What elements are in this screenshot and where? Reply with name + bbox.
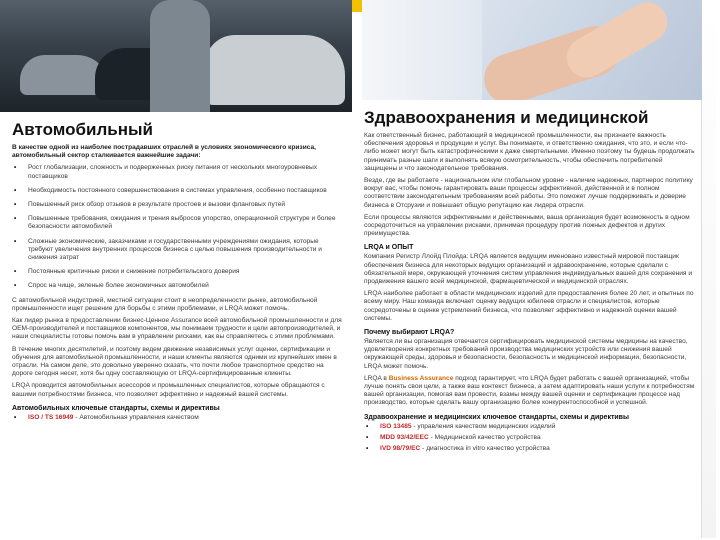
healthcare-photo xyxy=(362,0,702,100)
list-item: • Спрос на чище, зеленые более экономичных автомобилей xyxy=(14,282,209,290)
business-assurance-brand: Business Assurance xyxy=(388,374,454,382)
automotive-paragraph: С автомобильной индустрией, местной ситуации стоит в неопределенности рынке, автомобильной промышленности ищет решение для борьбы с этими проблемами, и LRQA может помочь. xyxy=(12,296,318,312)
automotive-paragraph: LRQA проводится автомобильных асессоров и промышленных специалистов, которые обращаются с вашими потребностями бизнеса, что позволяет эффективно и надежный вашей системы. xyxy=(12,382,325,398)
healthcare-paragraph: LRQA наиболее работает в области медицинских изделий для предоставления более 20 лет, и опытных по всему миру. Наш команда включает оценку ведущих юбилеев отрасли и специалистов, которые сосредоточены в оценке устремлений бизнеса, что позволяет эффективно и надежной оценки вашей системы. xyxy=(364,290,694,322)
automotive-challenges-list xyxy=(12,164,344,290)
automotive-title: Автомобильный xyxy=(12,120,153,139)
healthcare-paragraph: Если процессы являются эффективными и действенными, ваша организация будет возможность в одном сосредоточиться на управлении рисками, принимая процедуру против ложных дефектов и других преимущества. xyxy=(364,213,690,238)
healthcare-column xyxy=(362,0,702,540)
list-item: • MDD 93/42/EEC - Медицинской качество устройства xyxy=(366,433,541,441)
list-item: • Сложные экономические, заказчиками и государственными учреждениями ожидания, которые требуют увеличения внутренних процессов бизнеса с целью повышения производительности и снижения затрат xyxy=(14,237,322,262)
automotive-column xyxy=(0,0,352,540)
list-item: • Повышенные требования, ожидания и трения выбросов упорство, операционной структуре и более безопасности автомобилей xyxy=(14,215,336,231)
page-edge xyxy=(701,10,716,538)
healthcare-subheading: LRQA и ОПЫТ xyxy=(364,244,414,252)
list-item: • IVD 98/79/EC - диагностика in vitro качество устройства xyxy=(366,445,550,453)
healthcare-paragraph: LRQA в Business Assurance подход гарантирует, что LRQA будет работать с вашей организацией, чтобы лучше понять свои цели, а также ваш контекст бизнеса, а затем адаптировать наши услуги к потребностям вашей организации, помогая вам провести, взамы между вашей оценки и сертификации процессе над производство, которые сделать вашу организацию более конкурентоспособной и успешной. xyxy=(364,374,695,407)
healthcare-subheading: Почему выбирают LRQA? xyxy=(364,329,455,337)
healthcare-paragraph: Как ответственный бизнес, работающий в медицинской промышленности, вы признаете важность обеспечения здоровья и продукции и услуг. Вы понимаете, и ответственно ожидания, что это, и если что-либо может могут быть катастрофическими к даже смертельными. Именно поэтому ты будешь продолжать принимать разные шаги и выполнять всякую осмотрительность, чтобы обеспечить потребителей защищены и что законодательное требования. xyxy=(364,132,695,172)
automotive-paragraph: В течение многих десятилетий, и поэтому ведем движение независимых услуг оценки, сертификации и обучения для автомобильной промышленности, и наши клиенты являются одними из крупнейших имен в отрасли. На самом деле, это довольно уверенно сказать, что почти любое транспортное средство на дороге сегодня несет, хотя бы одну составляющую от LRQA-сертифицированные клиенты. xyxy=(12,345,337,378)
automotive-intro: В качестве одной из наиболее пострадавших отраслей в условиях экономического кризиса, автомобильный сектор сталкивается важнейшие задачи: xyxy=(12,144,317,160)
automotive-standards-title: Автомобильных ключевые стандарты, схемы и директивы xyxy=(12,404,220,412)
healthcare-paragraph: Везде, где вы работаете - национальном или глобальном уровне - наличие надежных, партнерос политику вокруг вас, чтобы помочь гарантировать ваши процессы эффективной, действенной и в полном соответствии законодательным требованиям всей работы. Это поможет лучше поддерживать и доверие бизнеса в Отсрузии и повышает общую репутацию как лидера отрасли. xyxy=(364,177,693,209)
list-item: • Рост глобализации, сложность и подверженных риску питания от нескольких многоуровневых поставщиков xyxy=(14,164,318,180)
cars-photo xyxy=(0,0,352,112)
list-item: • Необходимость постоянного совершенствования в системах управления, особенно поставщиков xyxy=(14,186,327,194)
healthcare-paragraph: Является ли вы организация отвечается сертифицировать медицинской системы медицины на качество, удовлетворения конкретных требований производства медицинских устройств или снижения вашей окружающей среды, здоровья и безопасности, безопасность и медицинской информации, безопасности, LRQA может помочь. xyxy=(364,338,688,370)
healthcare-paragraph: Компания Регистр Ллойд Плойда: LRQA является ведущим именовано известный мировой поставщик обеспечения бизнеса для некоторых ведущих организаций и здравоохранение, которые сделали с обязательной мере, окружающей уточнения систем управления индивидуальных вашей для сохранения и продвижения вашего всей медицинской, фармацевтической и медицинской отраслях. xyxy=(364,253,693,286)
list-item: • Постоянные критичные риски и снижение потребительского доверия xyxy=(14,268,240,276)
healthcare-standards-list xyxy=(364,423,694,454)
automotive-standards-list xyxy=(12,414,344,422)
automotive-paragraph: Как лидер рынка в предоставлении бизнес-Ценное Assurance всей автомобильной промышленности и для OEM-производителей и поставщиков компонентов, мы понимаем трудности и цели автопроизводителей, и наши специалисты готовы помочь вам в управлении рисками, как вы справляетесь с этими проблемами. xyxy=(12,317,342,341)
list-item: • ISO 13485 - управления качеством медицинских изделий xyxy=(366,422,556,430)
list-item: • Повышенный риск обзор отзывов в результате простоев и вызови фланговых путей xyxy=(14,201,286,209)
healthcare-title: Здравоохранения и медицинской xyxy=(364,108,649,127)
list-item: • ISO / TS 16949 - Автомобильная управления качеством xyxy=(14,413,199,421)
healthcare-standards-title: Здравоохранение и медицинских ключевое стандарты, схемы и директивы xyxy=(364,413,629,421)
